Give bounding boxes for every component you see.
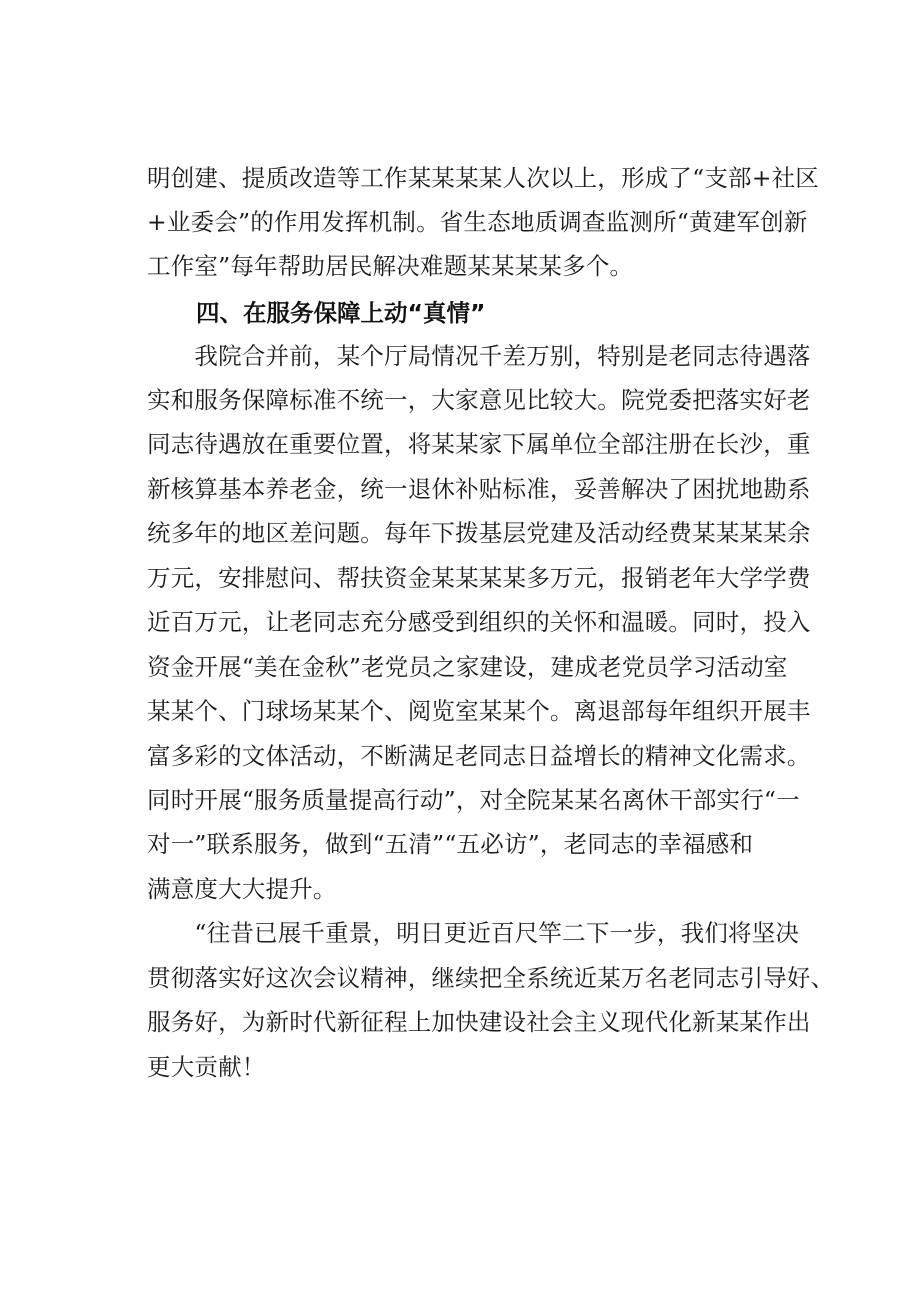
- closing-line-4: 更大贡献！: [147, 1053, 266, 1081]
- body-line-6: 万元，安排慰问、帮扶资金某某某某多万元，报销老年大学学费: [147, 564, 811, 592]
- closing-line-1: “往昔已展千重景，明日更近百尺竿二下一步，我们将坚决: [147, 919, 800, 947]
- body-line-8: 资金开展“美在金秋”老党员之家建设，建成老党员学习活动室: [147, 653, 788, 681]
- body-line-7: 近百万元，让老同志充分感受到组织的关怀和温暖。同时，投入: [147, 608, 811, 636]
- body-line-13: 满意度大大提升。: [147, 875, 337, 903]
- body-line-9: 某某个、门球场某某个、阅览室某某个。离退部每年组织开展丰: [147, 697, 811, 725]
- body-line-1: 我院合并前，某个厅局情况千差万别，特别是老同志待遇落: [147, 342, 811, 370]
- intro-line-3: 工作室”每年帮助居民解决难题某某某某多个。: [147, 252, 634, 280]
- body-line-5: 统多年的地区差问题。每年下拨基层党建及活动经费某某某某余: [147, 519, 811, 547]
- closing-line-3: 服务好，为新时代新征程上加快建设社会主义现代化新某某作出: [147, 1008, 811, 1036]
- body-line-2: 实和服务保障标准不统一，大家意见比较大。院党委把落实好老: [147, 386, 811, 414]
- body-line-3: 同志待遇放在重要位置，将某某家下属单位全部注册在长沙，重: [147, 430, 811, 458]
- body-line-10: 富多彩的文体活动，不断满足老同志日益增长的精神文化需求。: [147, 742, 811, 770]
- body-line-4: 新核算基本养老金，统一退休补贴标准，妥善解决了困扰地勘系: [147, 475, 811, 503]
- body-line-11: 同时开展“服务质量提高行动”，对全院某某名离休干部实行“一: [147, 786, 800, 814]
- body-line-12: 对一”联系服务，做到“五清”“五必访”，老同志的幸福感和: [147, 830, 754, 858]
- closing-line-2: 贯彻落实好这次会议精神，继续把全系统近某万名老同志引导好、: [147, 964, 835, 992]
- intro-line-1: 明创建、提质改造等工作某某某某人次以上，形成了“支部+社区: [147, 164, 820, 192]
- intro-line-2: +业委会”的作用发挥机制。省生态地质调查监测所“黄建军创新: [147, 208, 808, 236]
- section-heading: 四、在服务保障上动“真情”: [196, 299, 486, 327]
